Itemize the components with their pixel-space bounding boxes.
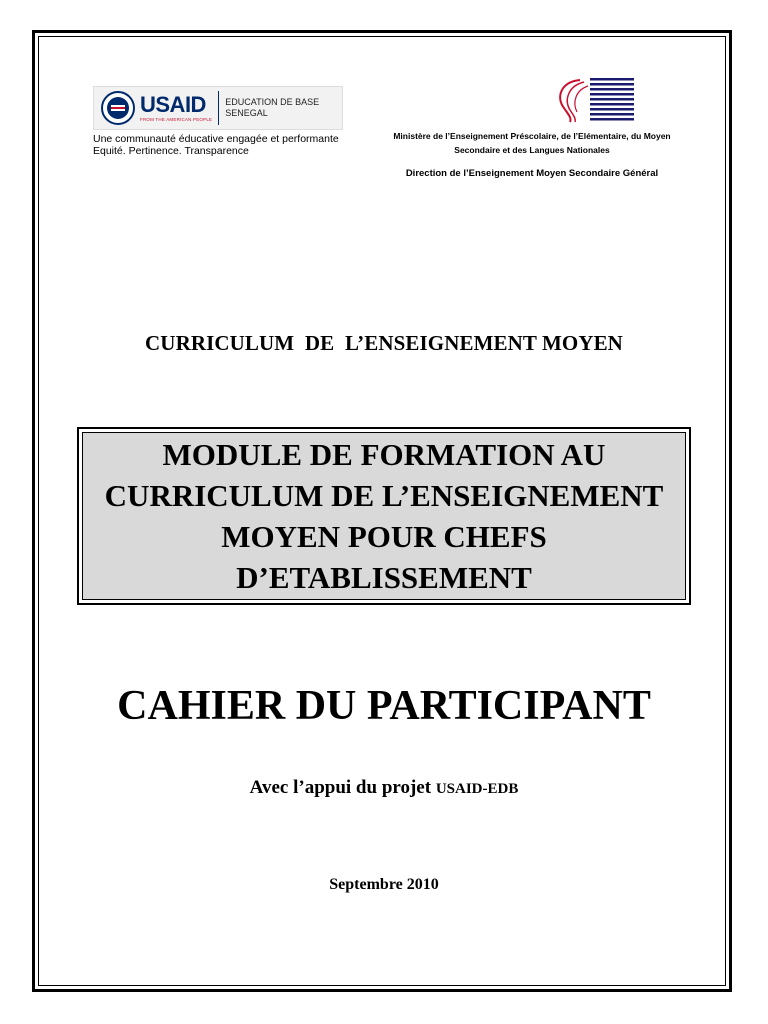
usaid-logo-block xyxy=(93,86,343,157)
tagline-line-2: Equité. Pertinence. Transparence xyxy=(93,145,249,157)
module-title-line-4: D’ETABLISSEMENT xyxy=(236,560,532,595)
module-title-box xyxy=(77,427,691,605)
module-title-inner xyxy=(82,432,686,600)
module-title xyxy=(105,434,664,598)
usaid-subtitle: FROM THE AMERICAN PEOPLE xyxy=(140,117,213,122)
usaid-tagline xyxy=(93,133,343,157)
support-project: USAID-EDB xyxy=(435,781,519,797)
publication-date: Septembre 2010 xyxy=(329,876,439,893)
program-line-1: EDUCATION DE BASE xyxy=(225,97,320,107)
ministry-line-2: Secondaire et des Langues Nationales xyxy=(454,145,610,155)
cahier-title: CAHIER DU PARTICIPANT xyxy=(117,683,651,729)
tagline-line-1: Une communauté éducative engagée et performante xyxy=(93,133,339,145)
program-name xyxy=(225,97,319,119)
usaid-wordmark: USAID xyxy=(140,92,206,117)
usaid-seal-icon xyxy=(100,90,136,126)
logo-divider xyxy=(218,91,219,125)
usaid-logo xyxy=(93,86,343,130)
direction-name: Direction de l’Enseignement Moyen Secondaire Général xyxy=(405,168,659,179)
support-line xyxy=(0,777,768,799)
ministry-line-1: Ministère de l’Enseignement Préscolaire, de l’Elémentaire, du Moyen xyxy=(393,131,671,141)
module-title-line-2: CURRICULUM DE L’ENSEIGNEMENT xyxy=(104,478,664,513)
support-text: Avec l’appui du projet xyxy=(249,777,436,798)
program-line-2: SENEGAL xyxy=(225,108,268,118)
curriculum-title: CURRICULUM DE L’ENSEIGNEMENT MOYEN xyxy=(145,331,623,355)
module-title-line-1: MODULE DE FORMATION AU xyxy=(162,437,606,472)
ministry-logo-icon xyxy=(550,76,634,124)
ministry-name xyxy=(372,129,692,157)
module-title-line-3: MOYEN POUR CHEFS xyxy=(221,519,547,554)
